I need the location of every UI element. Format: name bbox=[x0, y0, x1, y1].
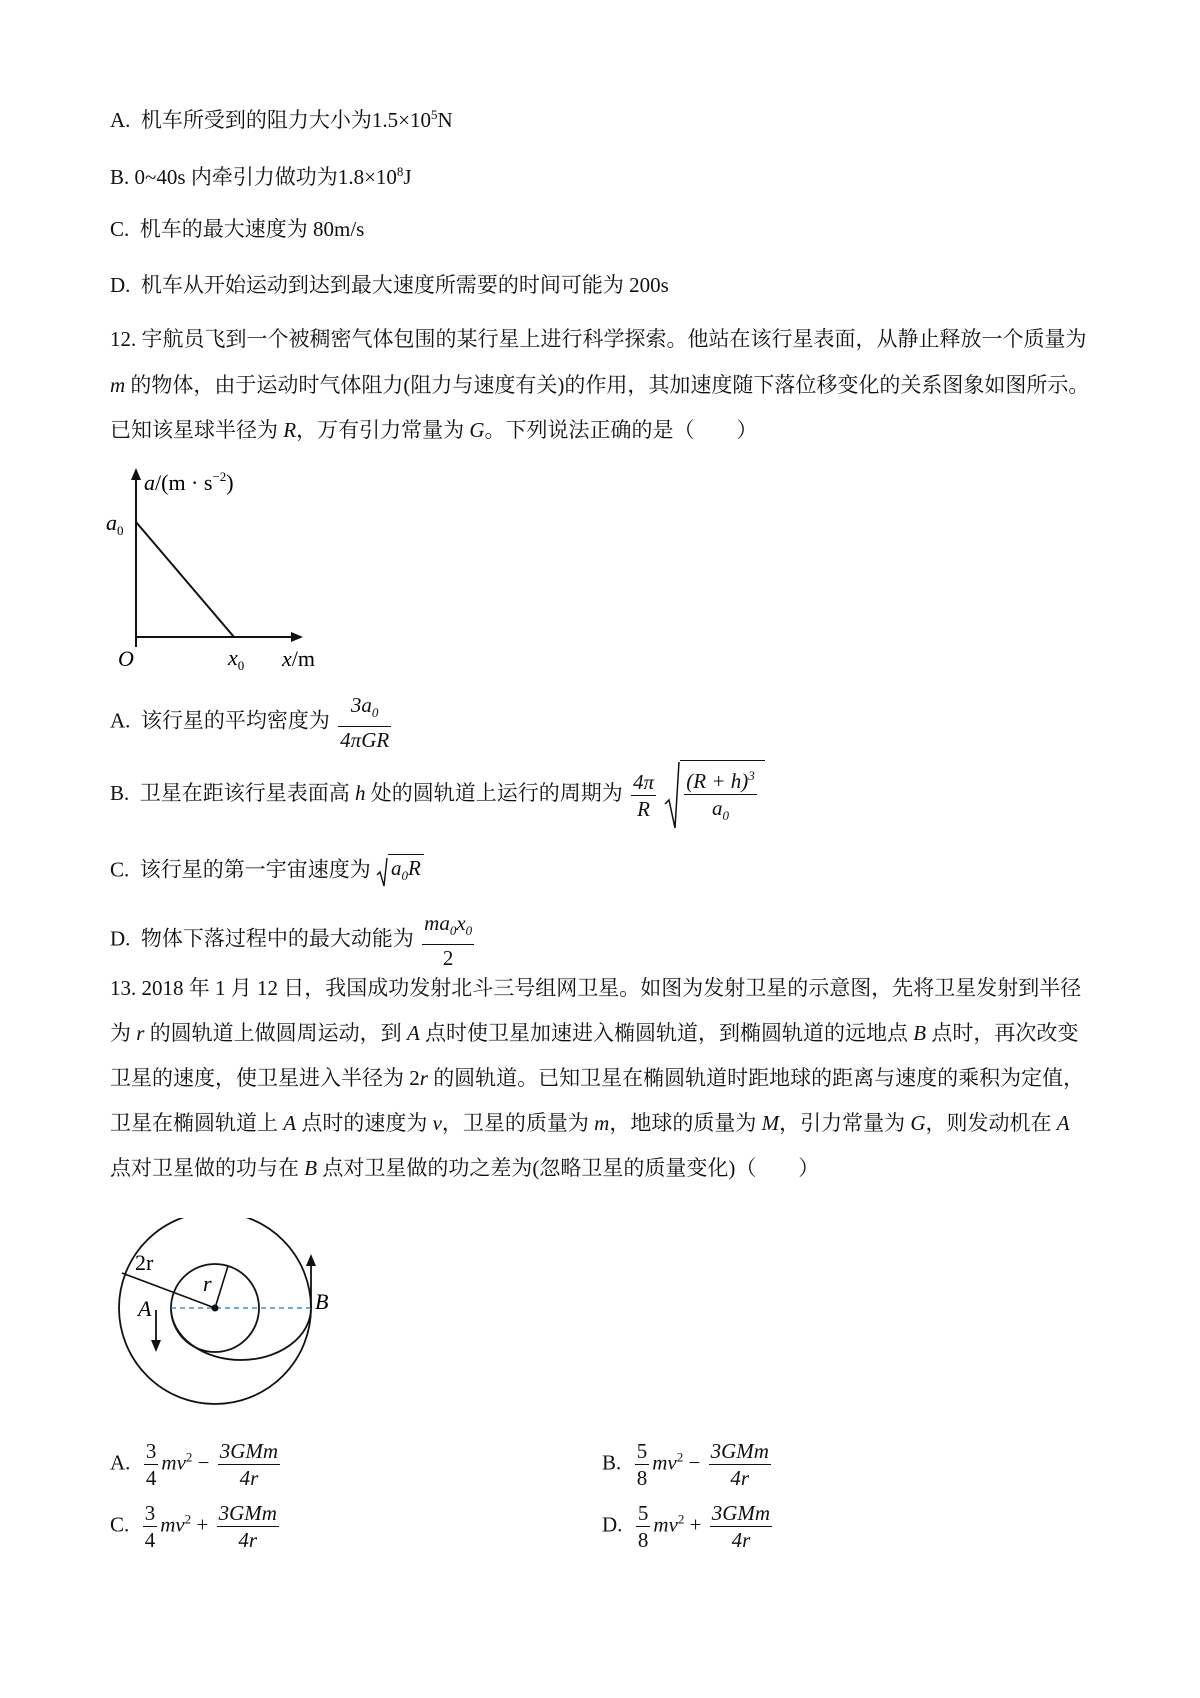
y-axis-arrow bbox=[131, 468, 141, 480]
origin-label: O bbox=[118, 646, 134, 671]
q12-c-sqrt: $a_0R$ bbox=[376, 854, 424, 889]
label-A: A bbox=[138, 1296, 152, 1321]
q13-option-d: D. $\frac{5}{8}$ $mv^2$ + $\frac{\text{3GMm}}{4r}$ bbox=[602, 1501, 771, 1552]
q12-option-d: D. 物体下落过程中的最大动能为 $\frac{ma_0x_0}{2}$ bbox=[110, 911, 473, 971]
radical-sign bbox=[376, 857, 388, 887]
q12-b-rad-fraction: $\frac{(R + h)^3}{a_0}$ bbox=[684, 763, 757, 829]
radius-2r-line bbox=[122, 1273, 215, 1308]
q13-option-c: C. $\frac{3}{4}$ $mv^2$ + $\frac{\text{3GMm}}{4r}$ bbox=[110, 1501, 277, 1552]
x-axis-arrow bbox=[291, 632, 303, 642]
q12-option-a: A. 该行星的平均密度为 $\frac{3a_0}{\text{4πGR}}$ bbox=[110, 693, 390, 753]
q11-option-d: D. 机车从开始运动到达到最大速度所需要的时间可能为 200s bbox=[110, 273, 669, 297]
q12-stem-line1: 12. 宇航员飞到一个被稠密气体包围的某行星上进行科学探索。他站在该行星表面，从静止释放一个质量为 bbox=[110, 327, 1087, 351]
q12-b-coef-fraction: $\frac{4\pi}{R}$ bbox=[633, 769, 655, 821]
q13-orbit-diagram bbox=[105, 1218, 345, 1418]
radical-sign bbox=[664, 760, 680, 830]
q12-acceleration-graph bbox=[100, 462, 340, 672]
graph-line bbox=[136, 522, 234, 637]
q11-option-b: B. 0~40s 内牵引力做功为$1.8\times 10^8J$ bbox=[110, 164, 412, 189]
label-r: r bbox=[203, 1271, 212, 1296]
q13-stem-line5: 点对卫星做的功与在 B 点对卫星做的功之差为(忽略卫星的质量变化)（ ） bbox=[110, 1156, 820, 1180]
arrow-a-head bbox=[151, 1340, 161, 1352]
q13-stem-line3: 卫星的速度，使卫星进入半径为 2r 的圆轨道。已知卫星在椭圆轨道时距地球的距离与速度的乘积为定值， bbox=[110, 1066, 1085, 1090]
q13-option-b: B. $\frac{5}{8}$ $mv^2$ − $\frac{\text{3GMm}}{4r}$ bbox=[602, 1439, 769, 1490]
q12-stem-line2: m 的物体，由于运动时气体阻力(阻力与速度有关)的作用，其加速度随下落位移变化的关系图象如图所示。 bbox=[110, 373, 1090, 397]
q13-option-a: A. $\frac{3}{4}$ $mv^2$ − $\frac{\text{3GMm}}{4r}$ bbox=[110, 1439, 279, 1490]
a0-label: $a_0$ bbox=[106, 510, 124, 538]
q11-option-c: C. 机车的最大速度为 80m/s bbox=[110, 217, 365, 241]
q11-option-a: A. 机车所受到的阻力大小为$1.5\times 10^5N$ bbox=[110, 107, 453, 132]
q12-d-fraction: $\frac{ma_0x_0}{2}$ bbox=[424, 911, 473, 971]
transfer-orbit bbox=[171, 1308, 311, 1360]
q12-stem-line3: 已知该星球半径为 R，万有引力常量为 G。下列说法正确的是（ ） bbox=[110, 418, 758, 442]
q12-b-sqrt bbox=[664, 760, 765, 830]
label-B: B bbox=[315, 1289, 329, 1314]
arrow-b-head bbox=[306, 1254, 316, 1266]
q13-stem-line4: 卫星在椭圆轨道上 A 点时的速度为 v，卫星的质量为 m，地球的质量为 M，引力常量为 G，则发动机在 A bbox=[110, 1111, 1070, 1135]
q13-stem-line1: 13. 2018 年 1 月 12 日，我国成功发射北斗三号组网卫星。如图为发射卫星的示意图，先将卫星发射到半径 bbox=[110, 976, 1082, 1000]
q12-option-b: B. 卫星在距该行星表面高 h 处的圆轨道上运行的周期为 $\frac{4\pi}{R}$ $\frac{(R + h)^3}{a_0}$ bbox=[110, 760, 765, 830]
q11-option-a-text: 机车所受到的阻力大小为 bbox=[140, 108, 372, 132]
q13-stem-line2: 为 r 的圆轨道上做圆周运动，到 A 点时使卫星加速进入椭圆轨道，到椭圆轨道的远地点 B 点时，再次改变 bbox=[110, 1021, 1079, 1045]
q12-option-c: C. 该行星的第一宇宙速度为 $a_0R$ bbox=[110, 854, 424, 889]
q11-option-b-text: 内牵引力做功为 bbox=[190, 165, 338, 189]
radius-r-line bbox=[215, 1266, 228, 1308]
y-axis-label: $a/(m \cdot s^{-2})$ bbox=[144, 469, 234, 495]
x-axis-label: x/m bbox=[282, 646, 315, 671]
label-2r: 2r bbox=[135, 1250, 154, 1275]
x0-label: $x_0$ bbox=[228, 645, 245, 672]
q12-a-fraction: $\frac{3a_0}{\text{4πGR}}$ bbox=[340, 693, 390, 753]
